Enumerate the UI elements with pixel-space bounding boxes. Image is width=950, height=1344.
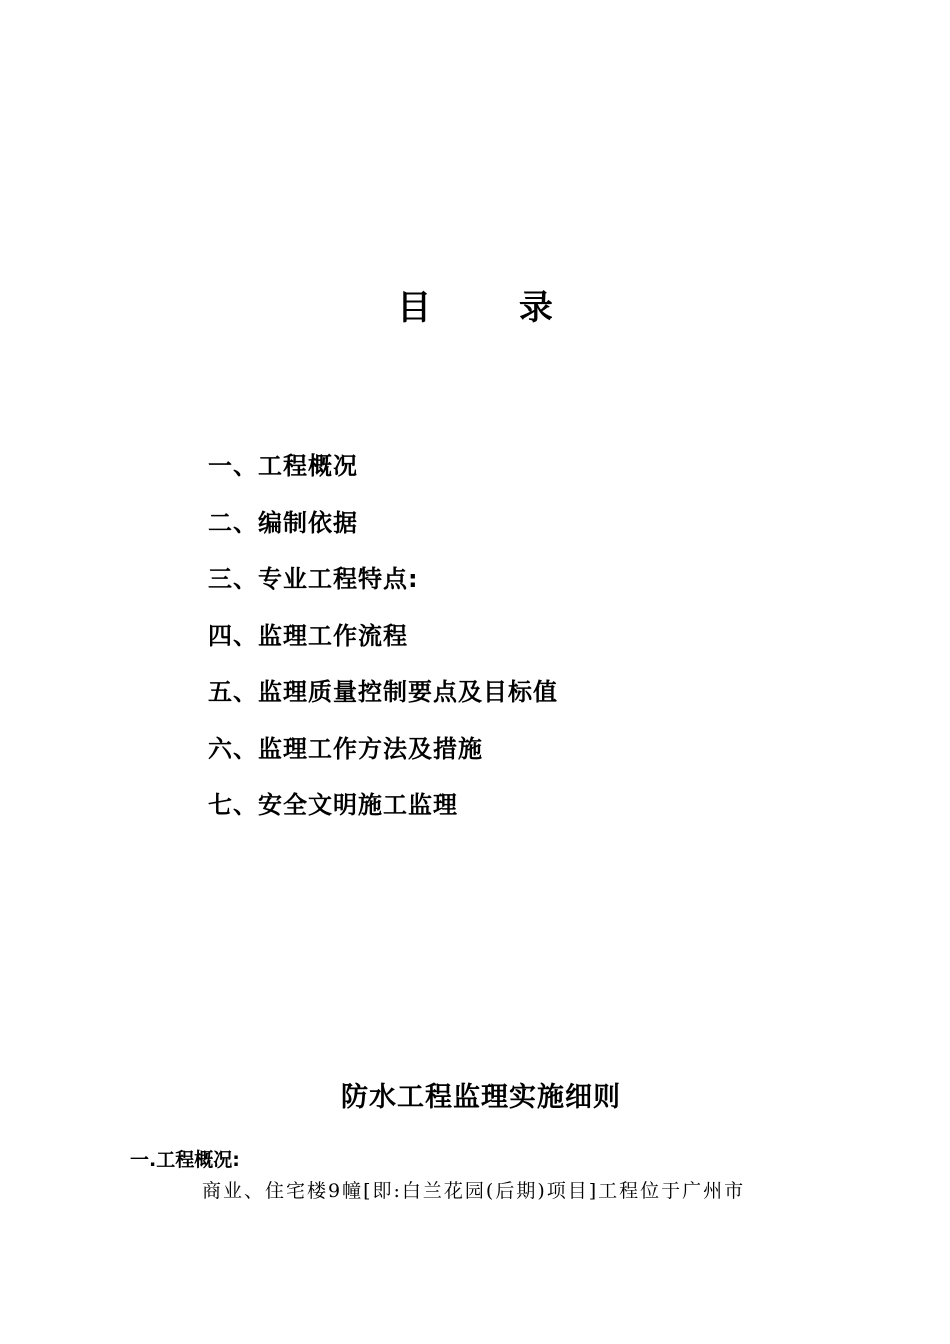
toc-title: 目 录 (397, 288, 591, 328)
toc-item: 六、监理工作方法及措施 (208, 734, 483, 763)
section-heading: 一.工程概况: (130, 1149, 240, 1171)
toc-item: 七、安全文明施工监理 (208, 791, 458, 819)
toc-item: 四、监理工作流程 (208, 621, 408, 650)
toc-item: 三、专业工程特点: (208, 565, 419, 593)
paragraph-text: 商业、住宅楼9幢[即:白兰花园(后期)项目]工程位于广州市 (202, 1180, 746, 1202)
toc-item: 二、编制依据 (208, 508, 358, 537)
toc-item: 五、监理质量控制要点及目标值 (208, 678, 558, 706)
document-title: 防水工程监理实施细则 (341, 1082, 621, 1113)
toc-list (208, 438, 558, 834)
toc-item: 一、工程概况 (208, 452, 358, 480)
